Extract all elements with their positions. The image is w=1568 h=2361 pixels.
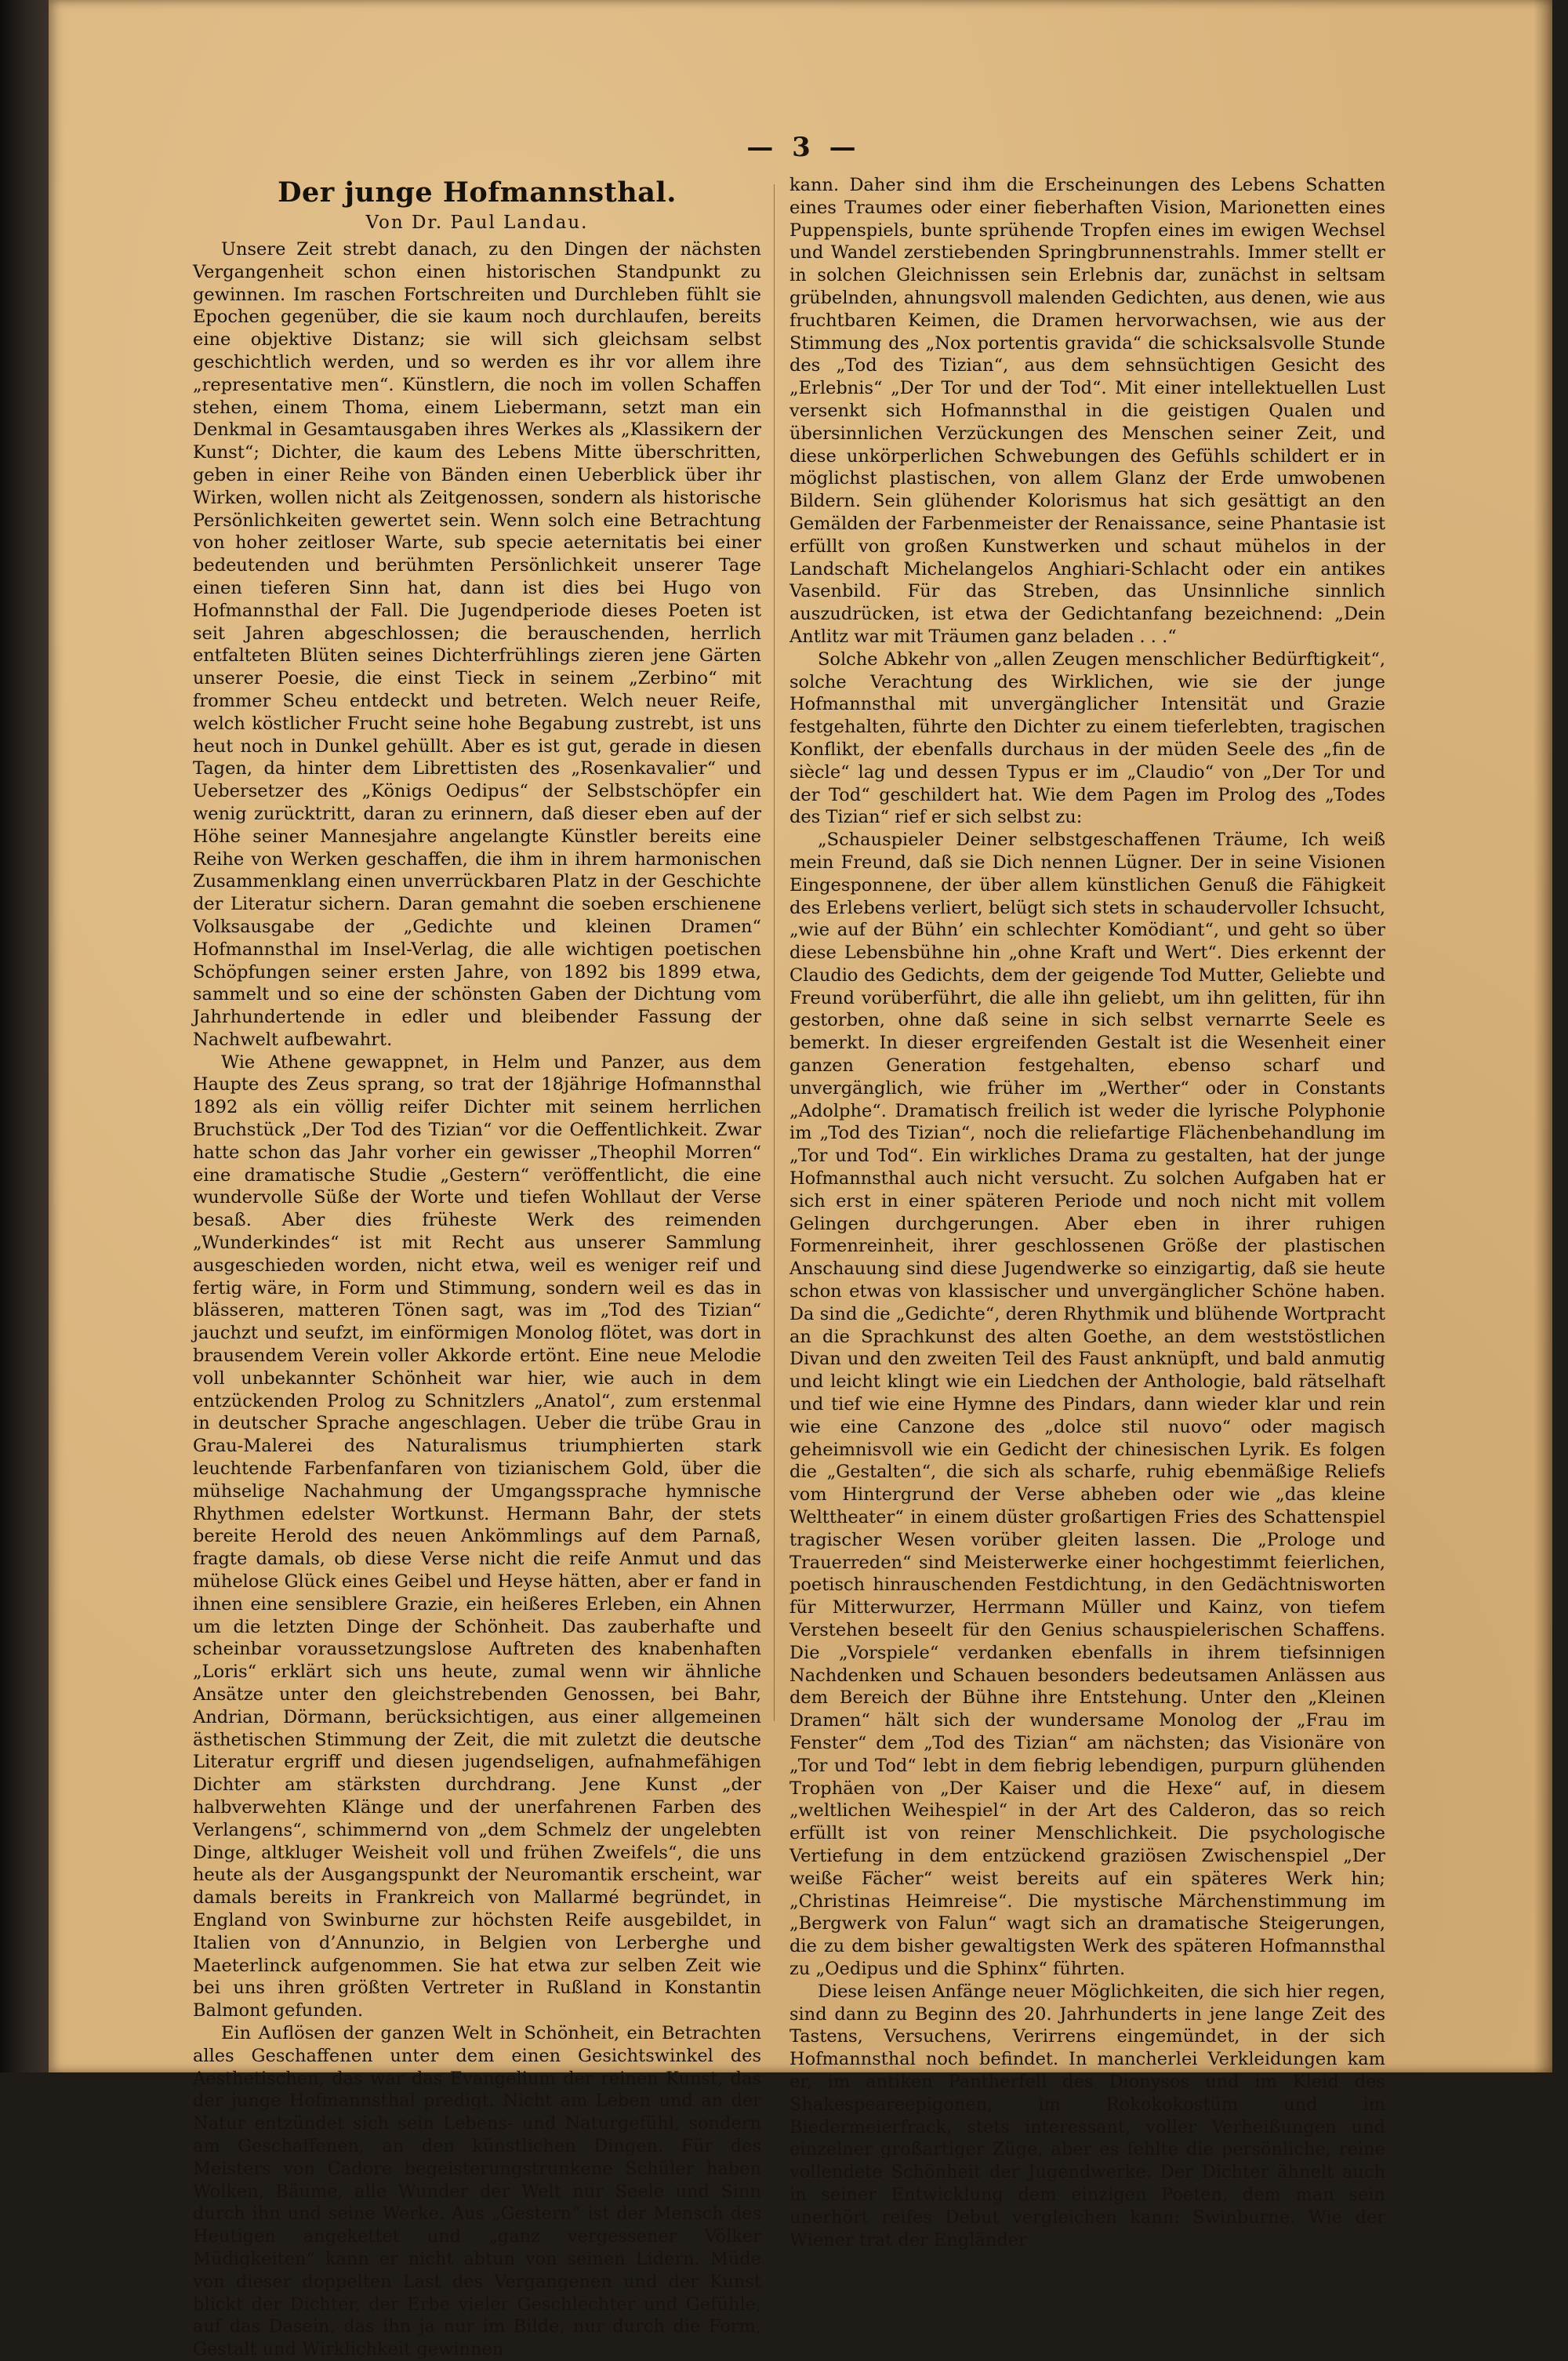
paragraph: „Schauspieler Deiner selbstgeschaffenen Träume, Ich weiß mein Freund, daß sie Dich nennen Lügner. Der in seine Visionen Eingesponnene, der über allem künstlichen Genuß die Fähigkeit des Erlebens verliert, belügt sich stets in schaudervoller Ichsucht, „wie auf der Bühn’ ein schlechter Komödiant“, und geht so über diese Lebensbühne hin „ohne Kraft und Wert“. Dies erkennt der Claudio des Gedichts, dem der geigende Tod Mutter, Geliebte und Freund vorüberführt, die alle ihn geliebt, um ihn gelitten, für ihn gestorben, ohne daß seine in sich selbst vernarrte Seele es bemerkt. In dieser ergreifenden Gestalt ist die Wesenheit einer ganzen Generation festgehalten, ebenso scharf und unvergänglich, wie früher im „Werther“ oder in Constants „Adolphe“. Dramatisch freilich ist weder die lyrische Polyphonie im „Tod des Tizian“, noch die reliefartige Flächenbehandlung im „Tor und Tod“. Ein wirkliches Drama zu gestalten, hat der junge Hofmannsthal auch nicht versucht. Zu solchen Aufgaben hat er sich erst in einer späteren Periode und noch nicht mit vollem Gelingen durchgerungen. Aber eben in ihrer ruhigen Formenreinheit, ihrer geschlossenen Größe der plastischen Anschauung sind diese Jugendwerke so einzigartig, daß sie heute schon etwas von klassischer und unvergänglicher Schöne haben. Da sind die „Gedichte“, deren Rhythmik und blühende Wortpracht an die Sprachkunst des alten Goethe, an dem weststöstlichen Divan und den zweiten Teil des Faust anknüpft, und bald anmutig und leicht klingt wie ein Liedchen der Anthologie, bald rätselhaft und tief wie eine Hymne des Pindars, dann wieder klar und rein wie eine Canzone des „dolce stil nuovo“ oder magisch geheimnisvoll wie ein Gedicht der chinesischen Lyrik. Es folgen die „Gestalten“, die sich als scharfe, ruhig ebenmäßige Reliefs vom Hintergrund der Verse abheben oder wie „das kleine Welttheater“ in einem düster großartigen Fries des Schattenspiel tragischer Wesen vorüber gleiten lassen. Die „Prologe und Trauerreden“ sind Meisterwerke einer hochgestimmt feierlichen, poetisch hinrauschenden Festdichtung, in den Gedächtnisworten für Mitterwurzer, Herrmann Müller und Kainz, von tiefem Verstehen beseelt für den Genius schauspielerischen Schaffens. Die „Vorspiele“ verdanken ebenfalls in ihrem tiefsinnigen Nachdenken und Schauen besonders bedeutsamen Anlässen aus dem Bereich der Bühne ihre Entstehung. Unter den „Kleinen Dramen“ hält sich der wundersame Monolog der „Frau im Fenster“ dem „Tod des Tizian“ am nächsten; das Visionäre von „Tor und Tod“ lebt in dem fiebrig lebendigen, purpurn glühenden Trophäen von „Der Kaiser und die Hexe“ auf, in diesem „weltlichen Weihespiel“ in der Art des Calderon, das so reich erfüllt ist von reiner Menschlichkeit. Die psychologische Vertiefung in dem entzückend graziösen Zwischenspiel „Der weiße Fächer“ weist bereits auf ein späteres Werk hin; „Christinas Heimreise“. Die mystische Märchenstimmung im „Bergwerk von Falun“ wagt sich an dramatische Steigerungen, die zu dem bisher gewaltigsten Werk des späteren Hofmannsthal zu „Oedipus und die Sphinx“ führten.	[789, 830, 1385, 1979]
paragraph: Solche Abkehr von „allen Zeugen menschlicher Bedürftigkeit“, solche Verachtung des Wirklichen, wie sie der junge Hofmannsthal mit unvergänglicher Intensität und Grazie festgehalten, führte den Dichter zu einem tieferlebten, tragischen Konflikt, der ebenfalls durchaus in der müden Seele des „fin de siècle“ lag und dessen Typus er im „Claudio“ von „Der Tor und der Tod“ geschildert hat. Wie dem Pagen im Prolog des „Todes des Tizian“ rief er sich selbst zu:	[789, 648, 1385, 828]
column-divider	[774, 184, 775, 1721]
article-right-column	[789, 174, 1385, 2251]
article-left-column	[193, 174, 761, 2361]
page-edge-shadow	[1534, 0, 1552, 2072]
book-binding	[0, 0, 49, 2072]
article-title: Der junge Hofmannsthal.	[278, 176, 677, 209]
paragraph: Ein Auflösen der ganzen Welt in Schönheit, ein Betrachten alles Geschaffenen unter dem einen Gesichtswinkel des Aesthetischen, das war das Evangelium der reinen Kunst, das der junge Hofmannsthal predigt. Nicht am Leben und an der Natur entzündet sich sein Lebens- und Naturgefühl, sondern am Geschaffenen, an den künstlichen Dingen. Für des Meisters von Cadore begeisterungstrunkene Schüler haben Wolken, Bäume, alle Wunder der Welt nur Seele und Sinn durch ihn und seine Werke. Aus „Gestern“ ist der Mensch des Heutigen angekettet und „ganz vergessener Völker Müdigkeiten“ kann er nicht abtun von seinen Lidern. Müde von dieser doppelten Last des Vergangenen und der Kunst blickt der Dichter, der Erbe vieler Geschlechter und Gefühle, auf das Dasein, das ihn ja nur im Bilde, nur durch die Form, Gestalt und Wirklichkeit gewinnen	[193, 2022, 761, 2360]
paragraph: Diese leisen Anfänge neuer Möglichkeiten, die sich hier regen, sind dann zu Beginn des 20. Jahrhunderts in jene lange Zeit des Tastens, Versuchens, Verirrens eingemündet, in der sich Hofmannsthal noch befindet. In mancherlei Verkleidungen kam er, im antiken Pantherfell des Dionysos und im Kleid des Shakespeareepigonen, im Rokokokostüm und im Biedermeierfrack, stets interessant, voller Verheißungen und einzelner großartiger Züge, aber es fehlte die persönliche, reine vollendete Schönheit der Jugendwerke. Der Dichter ähnelt auch in seiner Entwicklung dem einzigen Poeten, dem man sein unerhört reifes Debut vergleichen kann: Swinburne. Wie der Wiener trat der Engländer	[789, 1981, 1385, 2250]
paragraph: Wie Athene gewappnet, in Helm und Panzer, aus dem Haupte des Zeus sprang, so trat der 18jährige Hofmannsthal 1892 als ein völlig reifer Dichter mit seinem herrlichen Bruchstück „Der Tod des Tizian“ vor die Oeffentlichkeit. Zwar hatte schon das Jahr vorher ein gewisser „Theophil Morren“ eine dramatische Studie „Gestern“ veröffentlicht, die eine wundervolle Süße der Worte und tiefen Wohllaut der Verse besaß. Aber dies früheste Werk des reimenden „Wunderkindes“ ist mit Recht aus unserer Sammlung ausgeschieden worden, nicht etwa, weil es weniger reif und fertig wäre, in Form und Stimmung, sondern weil es das in blässeren, matteren Tönen sagt, was im „Tod des Tizian“ jauchzt und seufzt, im einförmigen Monolog flötet, was dort in brausendem Verein voller Akkorde ertönt. Eine neue Melodie voll unbekannter Schönheit war hier, wie auch in dem entzückenden Prolog zu Schnitzlers „Anatol“, zum erstenmal in deutscher Sprache angeschlagen. Ueber die trübe Grau in Grau-Malerei des Naturalismus triumphierten stark leuchtende Farbenfanfaren von tizianischem Gold, über die mühselige Nachahmung der Umgangssprache hymnische Rhythmen edelster Wortkunst. Hermann Bahr, der stets bereite Herold des neuen Ankömmlings auf dem Parnaß, fragte damals, ob diese Verse nicht die reife Anmut und das mühelose Glück eines Geibel und Heyse hätten, aber er fand in ihnen eine sensiblere Grazie, ein heißeres Erleben, ein Ahnen um die letzten Dinge der Schönheit. Das zauberhafte und scheinbar voraussetzungslose Auftreten des knabenhaften „Loris“ erklärt sich uns heute, zumal wenn wir ähnliche Ansätze unter den gleichstrebenden Genossen, bei Bahr, Andrian, Dörmann, berücksichtigen, aus einer allgemeinen ästhetischen Stimmung der Zeit, die mit zuletzt die deutsche Literatur ergriff und diesen jugendseligen, aufnahmefähigen Dichter am stärksten durchdrang. Jene Kunst „der halbverwehten Klänge und der unerfahrenen Farben des Verlangens“, schimmernd von „dem Schmelz der ungelebten Dinge, altkluger Weisheit voll und frühen Zweifels“, die uns heute als der Ausgangspunkt der Neuromantik erscheint, war damals bereits in Frankreich von Mallarmé begründet, in England von Swinburne zur höchsten Reife ausgebildet, in Italien von d’Annunzio, in Belgien von Lerberghe und Maeterlinck aufgenommen. Sie hat etwa zur selben Zeit wie bei uns ihren größten Vertreter in Rußland in Konstantin Balmont gefunden.	[193, 1052, 761, 2021]
paragraph: kann. Daher sind ihm die Erscheinungen des Lebens Schatten eines Traumes oder einer fieberhaften Vision, Marionetten eines Puppenspiels, bunte sprühende Tropfen eines im ewigen Wechsel und Wandel zerstiebenden Springbrunnenstrahls. Immer stellt er in solchen Gleichnissen sein Erlebnis dar, zunächst in seltsam grübelnden, ahnungsvoll malenden Gedichten, aus denen, wie aus fruchtbaren Keimen, die Dramen hervorwachsen, wie aus der Stimmung des „Nox portentis gravida“ die schicksalsvolle Stunde des „Tod des Tizian“, aus dem sehnsüchtigen Gesicht des „Erlebnis“ „Der Tor und der Tod“. Mit einer intellektuellen Lust versenkt sich Hofmannsthal in die geistigen Qualen und übersinnlichen Verzückungen des Menschen seiner Zeit, und diese unkörperlichen Schwebungen des Gefühls schildert er in möglichst plastischen, von allem Glanz der Erde umwobenen Bildern. Sein glühender Kolorismus hat sich gesättigt an den Gemälden der Farbenmeister der Renaissance, seine Phantasie ist erfüllt von großen Kunstwerken und schaut mühelos in der Landschaft Michelangelos Anghiari-Schlacht oder ein antikes Vasenbild. Für das Streben, das Unsinnliche sinnlich auszudrücken, ist etwa der Gedichtanfang bezeichnend: „Dein Antlitz war mit Träumen ganz beladen . . .“	[789, 175, 1385, 647]
paragraph: Unsere Zeit strebt danach, zu den Dingen der nächsten Vergangenheit schon einen historischen Standpunkt zu gewinnen. Im raschen Fortschreiten und Durchleben fühlt sie Epochen gegenüber, die sie kaum noch durchlaufen, bereits eine objektive Distanz; sie will sich gleichsam selbst geschichtlich werden, und so werden es ihr vor allem ihre „representative men“. Künstlern, die noch im vollen Schaffen stehen, einem Thoma, einem Liebermann, setzt man ein Denkmal in Gesamtausgaben ihres Werkes als „Klassikern der Kunst“; Dichter, die kaum des Lebens Mitte überschritten, geben in einer Reihe von Bänden einen Ueberblick über ihr Wirken, wollen nicht als Zeitgenossen, sondern als historische Persönlichkeiten gewertet sein. Wenn solch eine Betrachtung von hoher zeitloser Warte, sub specie aeternitatis bei einer bedeutenden und berühmten Persönlichkeit unserer Tage einen tieferen Sinn hat, dann ist dies bei Hugo von Hofmannsthal der Fall. Die Jugendperiode dieses Poeten ist seit Jahren abgeschlossen; die berauschenden, herrlich entfalteten Blüten seines Dichterfrühlings zieren jene Gärten unserer Poesie, die einst Tieck in seinem „Zerbino“ mit frommer Scheu entdeckt und betreten. Welch neuer Reife, welch köstlicher Frucht seine hohe Begabung zustrebt, ist uns heut noch in Dunkel gehüllt. Aber es ist gut, gerade in diesen Tagen, da hinter dem Librettisten des „Rosenkavalier“ und Uebersetzer des „Königs Oedipus“ der Selbstschöpfer ein wenig zurücktritt, daran zu erinnern, daß dieser eben auf der Höhe seiner Mannesjahre angelangte Künstler bereits eine Reihe von Werken geschaffen, die ihm in ihrem harmonischen Zusammenklang einen unverrückbaren Platz in der Geschichte der Literatur sichern. Daran gemahnt die soeben erschienene Volksausgabe der „Gedichte und kleinen Dramen“ Hofmannsthal im Insel-Verlag, die alle wichtigen poetischen Schöpfungen seiner ersten Jahre, von 1892 bis 1899 etwa, sammelt und so eine der schönsten Gaben der Dichtung vom Jahrhundertende in edler und bleibender Fassung der Nachwelt aufbewahrt.	[193, 239, 761, 1050]
article-byline: Von Dr. Paul Landau.	[365, 212, 589, 233]
page-number: — 3 —	[746, 132, 861, 163]
